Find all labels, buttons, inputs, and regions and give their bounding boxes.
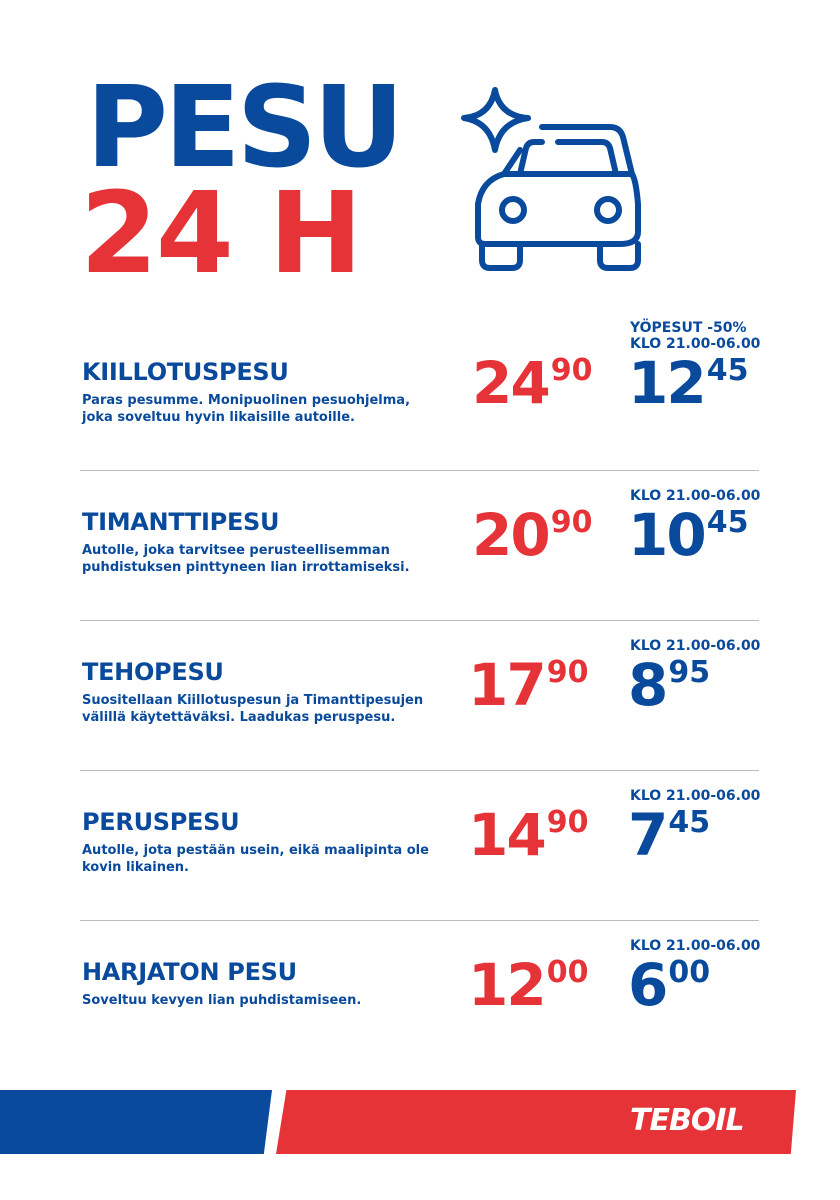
car-wash-sparkle-icon [460, 82, 660, 277]
service-row-harjaton-pesu [80, 938, 760, 1088]
price-night: 895 [628, 651, 711, 719]
footer-band-blue [0, 1090, 272, 1154]
night-label: YÖPESUT -50% KLO 21.00-06.00 [630, 320, 761, 352]
service-row-kiillotuspesu [80, 320, 760, 470]
page-title-line1: PESU [86, 63, 401, 193]
price-night: 1245 [628, 349, 749, 417]
divider [80, 920, 759, 921]
divider [80, 470, 759, 471]
price-night: 1045 [628, 501, 749, 569]
night-label: KLO 21.00-06.00 [630, 788, 761, 804]
service-name: TIMANTTIPESU [82, 508, 280, 536]
night-label: KLO 21.00-06.00 [630, 638, 761, 654]
price-regular: 1490 [468, 801, 589, 869]
price-night: 745 [628, 801, 711, 869]
service-name: KIILLOTUSPESU [82, 358, 289, 386]
price-regular: 1790 [468, 651, 589, 719]
price-regular: 2090 [472, 501, 593, 569]
service-description: Autolle, jota pestään usein, eikä maalipinta ole kovin likainen. [82, 843, 429, 875]
service-description: Soveltuu kevyen lian puhdistamiseen. [82, 993, 362, 1008]
service-name: TEHOPESU [82, 658, 224, 686]
night-label: KLO 21.00-06.00 [630, 938, 761, 954]
price-regular: 1200 [468, 951, 589, 1019]
service-row-timanttipesu [80, 488, 760, 638]
night-label: KLO 21.00-06.00 [630, 488, 761, 504]
service-row-peruspesu [80, 788, 760, 938]
divider [80, 770, 759, 771]
service-row-tehopesu [80, 638, 760, 788]
teboil-logo: TEBOIL [630, 1103, 744, 1138]
divider [80, 620, 759, 621]
page-title-line2: 24 H [80, 169, 361, 299]
service-description: Autolle, joka tarvitsee perusteellisemman puhdistuksen pinttyneen lian irrottamiseksi. [82, 543, 410, 575]
service-description: Paras pesumme. Monipuolinen pesuohjelma, joka soveltuu hyvin likaisille autoille. [82, 393, 411, 425]
price-regular: 2490 [472, 349, 593, 417]
service-name: PERUSPESU [82, 808, 240, 836]
price-night: 600 [628, 951, 711, 1019]
service-description: Suositellaan Kiillotuspesun ja Timanttipesujen välillä käytettäväksi. Laadukas peruspesu. [82, 693, 424, 725]
service-name: HARJATON PESU [82, 958, 297, 986]
